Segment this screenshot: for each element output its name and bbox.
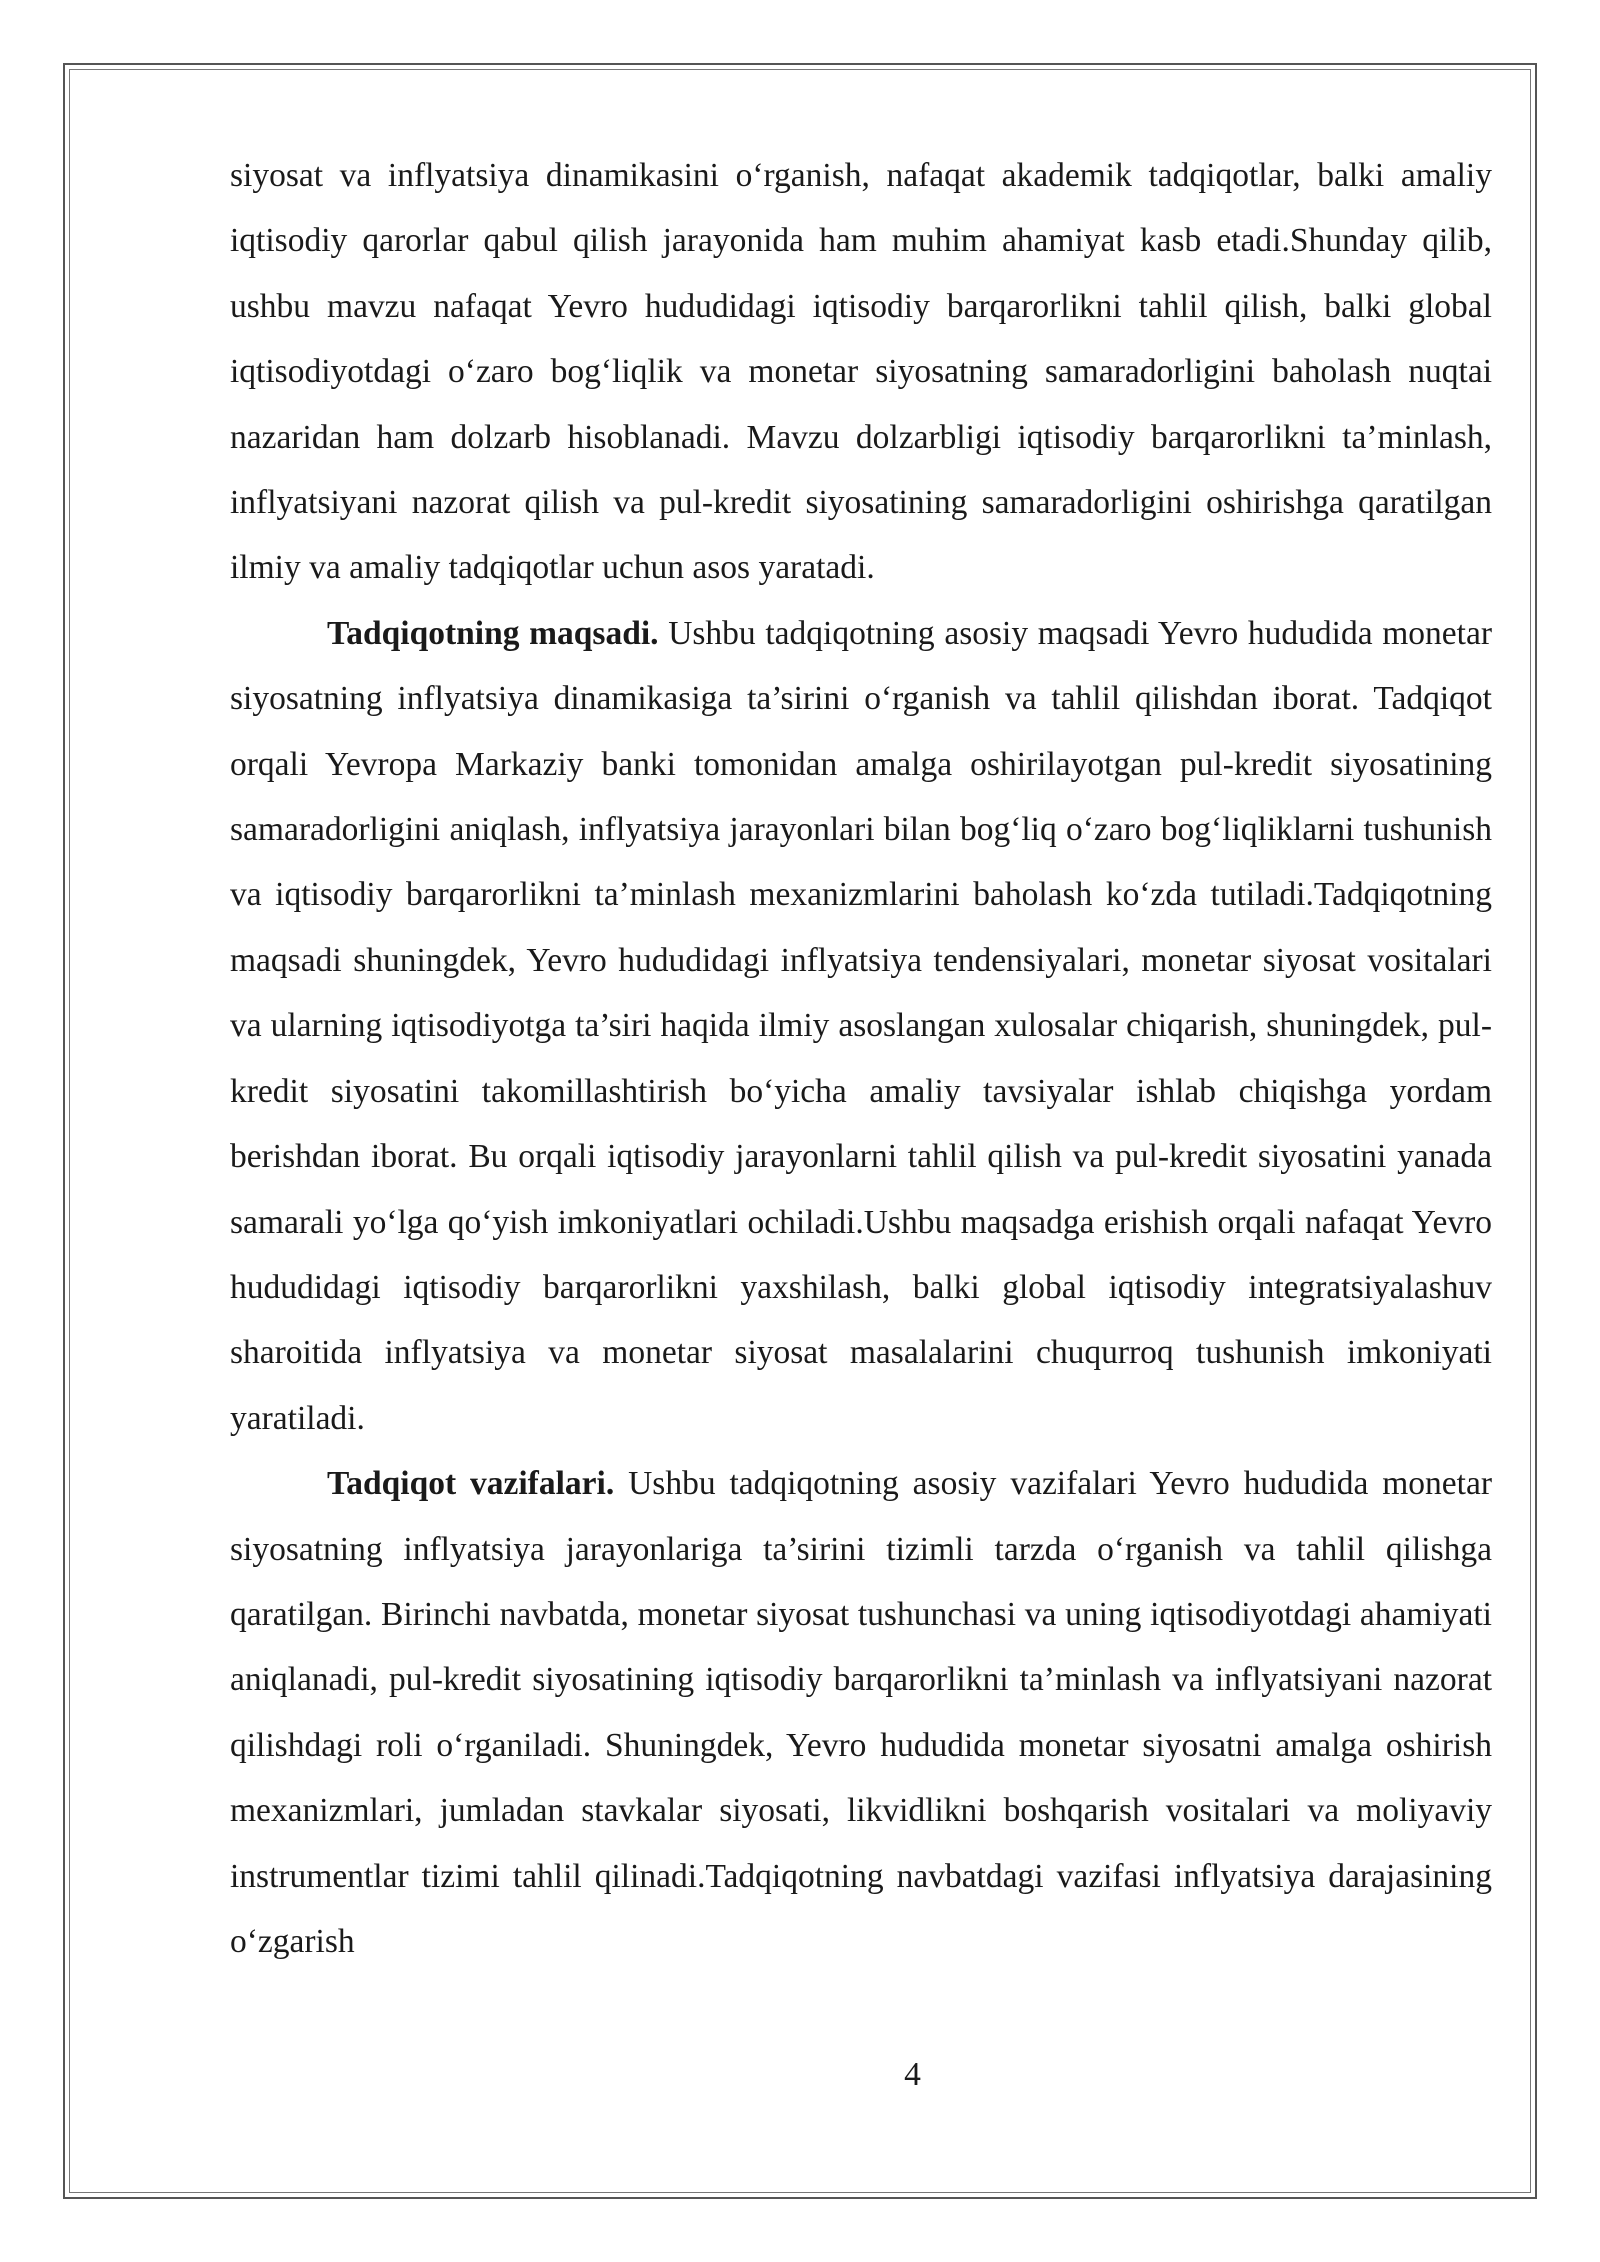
paragraph-intro-continuation [230, 143, 1492, 601]
paragraph-text: siyosat va inflyatsiya dinamikasini o‘rganish, nafaqat akademik tadqiqotlar, balki amaliy iqtisodiy qarorlar qabul qilish jarayonida ham muhim ahamiyat kasb etadi.Shunday qilib, ushbu mavzu nafaqat Yevro hududidagi iqtisodiy barqarorlikni tahlil qilish, balki global iqtisodiyotdagi o‘zaro bog‘liqlik va monetar siyosatning samaradorligini baholash nuqtai nazaridan ham dolzarb hisoblanadi. Mavzu dolzarbligi iqtisodiy barqarorlikni ta’minlash, inflyatsiyani nazorat qilish va pul-kredit siyosatining samaradorligini oshirishga qaratilgan ilmiy va amaliy tadqiqotlar uchun asos yaratadi. [230, 157, 1492, 587]
document-body [230, 143, 1492, 1974]
paragraph-text: Ushbu tadqiqotning asosiy maqsadi Yevro hududida monetar siyosatning inflyatsiya dinamikasiga ta’sirini o‘rganish va tahlil qilishdan iborat. Tadqiqot orqali Yevropa Markaziy banki tomonidan amalga oshirilayotgan pul-kredit siyosatining samaradorligini aniqlash, inflyatsiya jarayonlari bilan bog‘liq o‘zaro bog‘liqliklarni tushunish va iqtisodiy barqarorlikni ta’minlash mexanizmlarini baholash ko‘zda tutiladi.Tadqiqotning maqsadi shuningdek, Yevro hududidagi inflyatsiya tendensiyalari, monetar siyosat vositalari va ularning iqtisodiyotga ta’siri haqida ilmiy asoslangan xulosalar chiqarish, shuningdek, pul-kredit siyosatini takomillashtirish bo‘yicha amaliy tavsiyalar ishlab chiqishga yordam berishdan iborat. Bu orqali iqtisodiy jarayonlarni tahlil qilish va pul-kredit siyosatini yanada samarali yo‘lga qo‘yish imkoniyatlari ochiladi.Ushbu maqsadga erishish orqali nafaqat Yevro hududidagi iqtisodiy barqarorlikni yaxshilash, balki global iqtisodiy integratsiyalashuv sharoitida inflyatsiya va monetar siyosat masalalarini chuqurroq tushunish imkoniyati yaratiladi. [230, 614, 1492, 1437]
paragraph-text: Ushbu tadqiqotning asosiy vazifalari Yevro hududida monetar siyosatning inflyatsiya jarayonlariga ta’sirini tizimli tarzda o‘rganish va tahlil qilishga qaratilgan. Birinchi navbatda, monetar siyosat tushunchasi va uning iqtisodiyotdagi ahamiyati aniqlanadi, pul-kredit siyosatining iqtisodiy barqarorlikni ta’minlash va inflyatsiyani nazorat qilishdagi roli o‘rganiladi. Shuningdek, Yevro hududida monetar siyosatni amalga oshirish mexanizmlari, jumladan stavkalar siyosati, likvidlikni boshqarish vositalari va moliyaviy instrumentlar tizimi tahlil qilinadi.Tadqiqotning navbatdagi vazifasi inflyatsiya darajasining o‘zgarish [230, 1465, 1492, 1960]
paragraph-research-tasks [230, 1451, 1492, 1974]
section-heading-research-tasks: Tadqiqot vazifalari. [327, 1465, 615, 1503]
page-number: 4 [904, 2056, 921, 2093]
paragraph-research-goal [230, 601, 1492, 1451]
section-heading-research-goal: Tadqiqotning maqsadi. [327, 614, 659, 652]
